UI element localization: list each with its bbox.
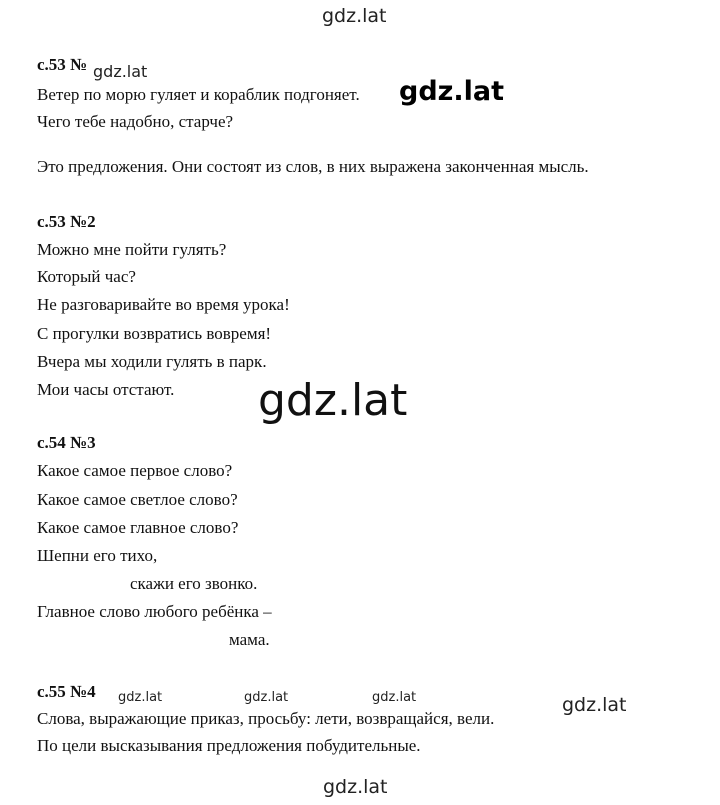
section-2-line-2: Который час? — [37, 267, 136, 286]
section-3-line-5: скажи его звонко. — [130, 574, 258, 593]
section-2-line-1: Можно мне пойти гулять? — [37, 240, 227, 259]
watermark-center: gdz.lat — [258, 375, 408, 426]
section-3-heading: с.54 №3 — [37, 433, 96, 452]
watermark-bottom: gdz.lat — [323, 776, 388, 798]
section-1-line-2: Чего тебе надобно, старче? — [37, 112, 234, 131]
section-2-line-6: Мои часы отстают. — [37, 380, 175, 399]
watermark-section4-b: gdz.lat — [244, 690, 289, 705]
section-4-heading: с.55 №4 — [37, 682, 96, 701]
section-1-line-3: Это предложения. Они состоят из слов, в них выражена законченная мысль. — [37, 157, 589, 176]
section-3-line-7: мама. — [229, 630, 270, 649]
watermark-section1-inline: gdz.lat — [399, 76, 505, 107]
section-2-line-3: Не разговаривайте во время урока! — [37, 295, 290, 314]
section-3-line-3: Какое самое главное слово? — [37, 518, 239, 537]
section-3-line-2: Какое самое светлое слово? — [37, 490, 238, 509]
section-3-line-1: Какое самое первое слово? — [37, 461, 233, 480]
section-4-line-1: Слова, выражающие приказ, просьбу: лети, возвращайся, вели. — [37, 709, 495, 728]
watermark-top: gdz.lat — [322, 5, 387, 27]
watermark-section4-c: gdz.lat — [372, 690, 417, 705]
section-1-heading: с.53 № — [37, 55, 88, 74]
watermark-section4-right: gdz.lat — [562, 694, 627, 716]
section-3-line-4: Шепни его тихо, — [37, 546, 158, 565]
watermark-section4-a: gdz.lat — [118, 690, 163, 705]
section-2-heading: с.53 №2 — [37, 212, 96, 231]
section-2-line-4: С прогулки возвратись вовремя! — [37, 324, 272, 343]
section-3-line-6: Главное слово любого ребёнка – — [37, 602, 272, 621]
section-4-line-2: По цели высказывания предложения побудительные. — [37, 736, 421, 755]
section-2-line-5: Вчера мы ходили гулять в парк. — [37, 352, 267, 371]
watermark-section1-heading: gdz.lat — [93, 62, 148, 81]
section-1-line-1: Ветер по морю гуляет и кораблик подгоняет. — [37, 85, 360, 104]
